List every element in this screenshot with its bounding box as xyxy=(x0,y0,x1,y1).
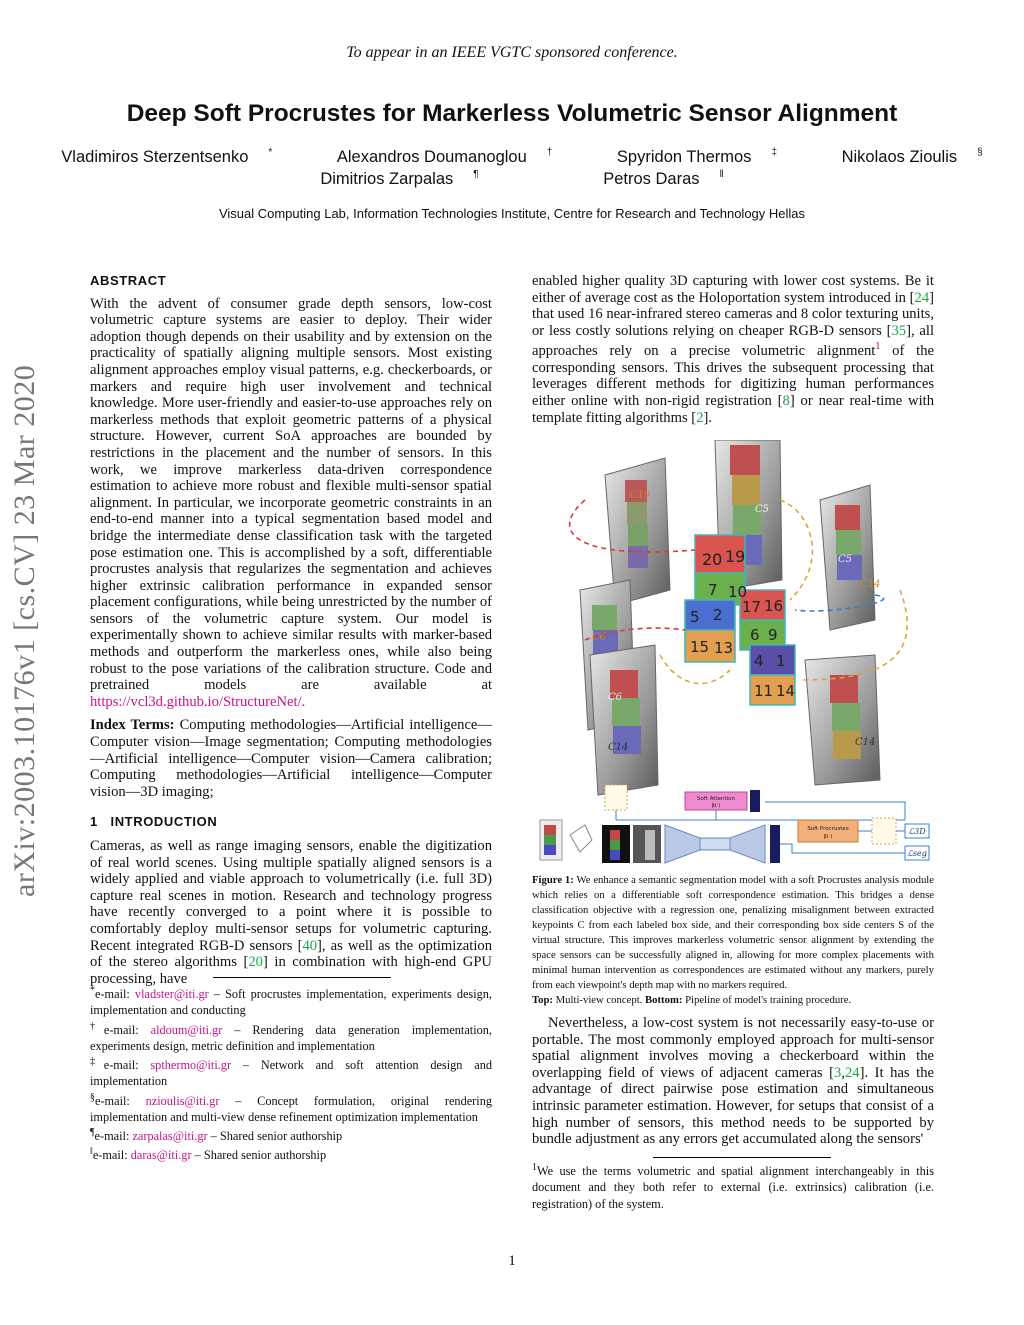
footnote: ‖e-mail: daras@iti.gr – Shared senior authorship xyxy=(90,1146,327,1163)
procrustes-sub: β(·) xyxy=(823,834,833,840)
paragraph: Nevertheless, a low-cost system is not necessarily easy-to-use or portable. The most commonly employed approach for multi-sensor spatial alignment involves moving a checkerboard within the overlapping field of views of adjacent cameras [3,24]. It has the advantage of direct pairwise pose estimation and simultaneous intrinsic parameter estimation. However, for setups that consist of a high number of sensors, this method needs to be supported by bundle adjustment as any errors get accumulated along the sensors' xyxy=(532,1015,934,1148)
footnote: ‡e-mail: spthermo@iti.gr – Network and soft attention design and implementation xyxy=(90,1056,492,1089)
alignment-footnote: $^1$We use the terms volumetric and spatial alignment interchangeably in this document and they both refer to external (i.e. extrinsics) calibration (i.e. registration) of the system. xyxy=(532,1162,934,1211)
author: Petros Daras ‖ xyxy=(603,169,724,188)
training-pipeline xyxy=(540,785,929,863)
footnote-rule xyxy=(653,1157,831,1158)
loss-3d: ℒ3D xyxy=(908,827,926,836)
cube-label: 11 xyxy=(754,682,774,700)
footnote: ¶e-mail: zarpalas@iti.gr – Shared senior authorship xyxy=(90,1127,343,1144)
abstract-text: With the advent of consumer grade depth sensors, low-cost volumetric capture systems are easier to deploy. Their wider adoption though depends on their usability and by extension on the practicality of spatially aligning multiple sensors. Most existing alignment approaches employ visual patterns, e.g. checkerboards, or markers and require high user involvement and technical knowledge. More user-friendly and easier-to-use approaches rely on markerless methods that exploit geometric patterns of a physical structure. However, current SoA approaches are bounded by restrictions in the placement and the number of sensors. In this work, we improve markerless data-driven correspondence estimation to achieve more robust and flexible multi-sensor spatial alignment. In particular, we incorporate geometric constraints in an end-to-end manner into a typical segmentation based model and bridge the intermediate dense classification task with the targeted pose estimation one. This is accomplished by a soft, differentiable procrustes analysis that regularizes the segmentation and achieves higher extrinsic calibration performance in expanded sensor placement configurations, while being unrestricted by the number of sensors of the volumetric capture system. Our model is experimentally shown to achieve similar results with marker-based methods and outperform the markerless ones, while also being robust to the pose variations of the calibration structure. Code and pretrained models are available at https://vcl3d.github.io/StructureNet/. xyxy=(90,295,492,710)
author: Vladimiros Sterzentsenko * xyxy=(61,147,273,166)
cube-label: 19 xyxy=(725,547,746,566)
footnote-rule xyxy=(213,977,391,978)
author-footnotes xyxy=(90,983,492,1164)
footnote: *e-mail: vladster@iti.gr – Soft procrustes implementation, experiments design, implementation and conducting xyxy=(90,985,492,1018)
view-label: C14 xyxy=(860,579,881,590)
affiliation: Visual Computing Lab, Information Technologies Institute, Centre for Research and Technology Hellas xyxy=(218,206,806,221)
author: Alexandros Doumanoglou † xyxy=(336,147,553,166)
conference-note: To appear in an IEEE VGTC sponsored conference. xyxy=(346,44,678,61)
intro-heading: 1 INTRODUCTION xyxy=(90,814,218,830)
cube-label: 16 xyxy=(764,597,784,615)
view-label: C14 xyxy=(608,742,629,753)
cube-label: 14 xyxy=(776,682,796,700)
depth-view-bottom-right xyxy=(805,655,880,785)
view-label: C19 xyxy=(630,490,651,501)
footnote: §e-mail: nzioulis@iti.gr – Concept formulation, original rendering implementation and multi-view dense refinement optimization implementation xyxy=(90,1091,492,1124)
cube-label: 4 xyxy=(754,652,764,670)
figure-caption: Figure 1: We enhance a semantic segmentation model with a soft Procrustes analysis module which relies on a differentiable soft correspondence estimation. This bridges a dense classification objective with a regression one, penalizing misalignment between extracted keypoints C from each labeled box side, and their corresponding box side centers S of the virtual structure. This improves markerless volumetric sensor alignment by extending the space sensors can be successfully aligned in, allowing for more complex placements with minimal human intervention as correspondences are estimated without any markers, purely from each viewpoint's depth map with no markers required. Top: Multi-view concept. Bottom: Pipeline of model's training procedure. xyxy=(532,874,935,1006)
cube-label: 17 xyxy=(742,598,762,616)
view-label: C5 xyxy=(755,504,770,515)
author: Nikolaos Zioulis § xyxy=(841,147,983,166)
page-number: 1 xyxy=(508,1253,516,1269)
cube-label: 7 xyxy=(708,581,718,599)
cube-label: 1 xyxy=(776,652,786,670)
right-column-top xyxy=(532,273,934,426)
citation[interactable]: 20 xyxy=(248,954,263,971)
arxiv-identifier: arXiv:2003.10176v1 [cs.CV] 23 Mar 2020 xyxy=(8,364,41,897)
cube-label: 20 xyxy=(702,550,723,569)
cube-label: 6 xyxy=(750,626,760,644)
depth-view-bottom-left xyxy=(590,645,658,795)
index-terms: Index Terms: Computing methodologies—Artificial intelligence—Computer vision—Image segmentation; Computing methodologies—Artificial intelligence—Computer vision—Camera calibration; Computing methodologies—Artificial intelligence—Computer vision—3D imaging; xyxy=(90,717,492,800)
authors-line-1 xyxy=(0,147,1024,167)
attention-sub: β(·) xyxy=(711,803,721,809)
right-column-bottom xyxy=(532,1015,934,1148)
author: Dimitrios Zarpalas ¶ xyxy=(320,169,479,188)
view-label: C5 xyxy=(838,554,853,565)
view-label: C6 xyxy=(592,632,607,643)
attention-label: Soft Attention xyxy=(697,796,735,802)
cube-label: 9 xyxy=(768,626,778,644)
intro-paragraph: Cameras, as well as range imaging sensors, enable the digitization of real world scenes. Using multiple spatially aligned sensors is a widely applied and viable approach to volumetrically (i.e. full 3D) capture real scenes in motion. Research and technology progress have recently converged to a point where it is possible to comfortably deploy multi-sensor setups for volumetric capturing. Recent integrated RGB-D sensors [40], as well as the optimization of the stereo algorithms [20] in combination with high-end GPU processing, have xyxy=(90,838,492,987)
footnote: †e-mail: aldoum@iti.gr – Rendering data generation implementation, experiments design, metric definition and implementation xyxy=(90,1020,493,1053)
citation[interactable]: 40 xyxy=(302,937,318,954)
cube-label: 5 xyxy=(690,608,700,626)
cube-label: 13 xyxy=(714,639,734,657)
cube-label: 15 xyxy=(690,638,710,656)
left-column xyxy=(90,273,492,987)
loss-seg: ℒseg xyxy=(907,849,927,858)
procrustes-label: Soft Procrustes xyxy=(807,826,849,832)
figure-1 xyxy=(530,440,940,870)
view-label: C14 xyxy=(855,737,876,748)
cube-label: 2 xyxy=(713,606,723,624)
authors-line-2 xyxy=(0,169,1024,189)
paper-title: Deep Soft Procrustes for Markerless Volumetric Sensor Alignment xyxy=(126,100,898,127)
abstract-heading: ABSTRACT xyxy=(90,273,167,288)
cube-label: 10 xyxy=(728,583,748,601)
view-label: C6 xyxy=(608,692,623,703)
paragraph: enabled higher quality 3D capturing with lower cost systems. Be it either of average cost as the Holoportation system introduced in [24] that used 16 near-infrared stereo cameras and 8 color texturing units, or less costly solutions relying on cheaper RGB-D sensors [35], all approaches rely on a precise volumetric alignment$^1$ of the corresponding sensors. This drives the subsequent processing that leverages different methods for digitizing human performances either online with non-rigid registration [8] or near real-time with template fitting algorithms [2]. xyxy=(532,273,935,426)
author: Spyridon Thermos ‡ xyxy=(616,147,777,166)
code-link[interactable]: https://vcl3d.github.io/StructureNet/. xyxy=(90,693,306,710)
